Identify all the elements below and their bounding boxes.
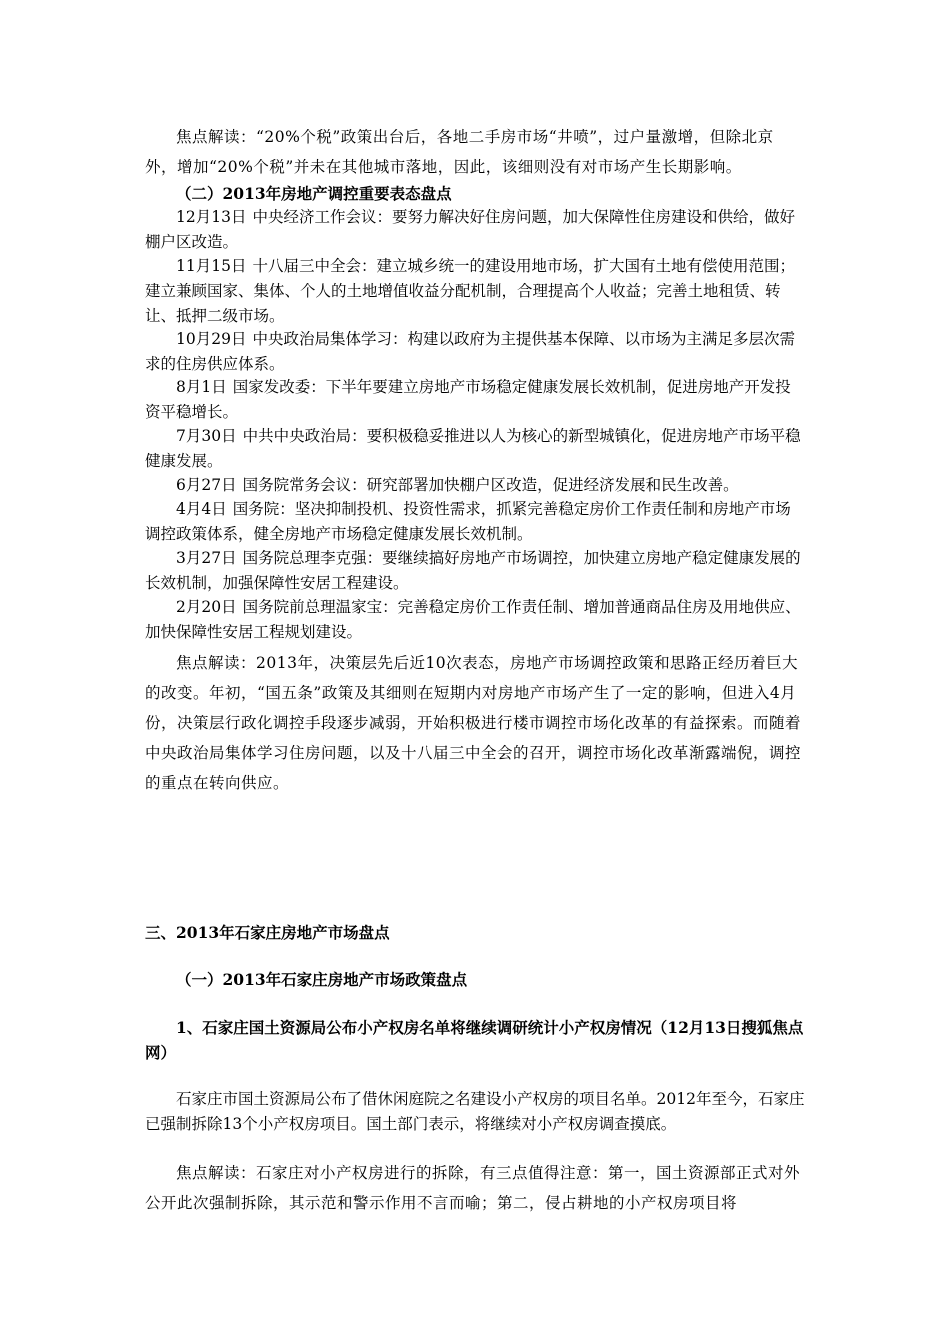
statement-item: [145, 375, 805, 425]
statement-text: 国务院常务会议：研究部署加快棚户区改造，促进经济发展和民生改善。: [242, 476, 739, 494]
statement-date: 10月29日: [176, 330, 247, 348]
part3-sub-heading: （一）2013年石家庄房地产市场政策盘点: [176, 970, 468, 989]
statement-text: 中央政治局集体学习：构建以政府为主提供基本保障、以市场为主满足多层次需求的住房供应体系。: [145, 330, 795, 373]
statement-date: 12月13日: [176, 208, 247, 226]
part3-heading: 三、2013年石家庄房地产市场盘点: [145, 923, 390, 942]
statement-date: 8月1日: [176, 378, 227, 396]
statement-date: 2月20日: [176, 598, 237, 616]
statement-text: 国家发改委：下半年要建立房地产市场稳定健康发展长效机制，促进房地产开发投资平稳增长。: [145, 378, 791, 421]
statement-item: [145, 424, 805, 474]
statement-date: 7月30日: [176, 427, 237, 445]
statement-text: 中共中央政治局：要积极稳妥推进以人为核心的新型城镇化，促进房地产市场平稳健康发展。: [145, 427, 801, 470]
statement-date: 11月15日: [176, 257, 247, 275]
statement-item: [145, 546, 805, 596]
statement-text: 十八届三中全会：建立城乡统一的建设用地市场，扩大国有土地有偿使用范围；建立兼顾国家、集体、个人的土地增值收益分配机制，合理提高个人收益；完善土地租赁、转让、抵押二级市场。: [145, 257, 795, 325]
statement-text: 中央经济工作会议：要努力解决好住房问题，加大保障性住房建设和供给，做好棚户区改造。: [145, 208, 795, 251]
statement-item: [145, 327, 805, 377]
statement-date: 3月27日: [176, 549, 237, 567]
statement-date: 6月27日: [176, 476, 237, 494]
statement-item: [145, 595, 805, 645]
statement-item: [145, 205, 805, 255]
item1-interpretation: 焦点解读：石家庄对小产权房进行的拆除，有三点值得注意：第一，国土资源部正式对外公开此次强制拆除，其示范和警示作用不言而喻；第二，侵占耕地的小产权房项目将: [145, 1164, 801, 1212]
statement-text: 国务院前总理温家宝：完善稳定房价工作责任制、增加普通商品住房及用地供应、加快保障性安居工程规划建设。: [145, 598, 801, 641]
statement-date: 4月4日: [176, 500, 227, 518]
item1-title: 1、石家庄国土资源局公布小产权房名单将继续调研统计小产权房情况（12月13日搜狐焦点网）: [145, 1018, 804, 1062]
statement-item: [145, 497, 805, 547]
statement-item: [145, 254, 805, 329]
statement-text: 国务院：坚决抑制投机、投资性需求，抓紧完善稳定房价工作责任制和房地产市场调控政策体系，健全房地产市场稳定健康发展长效机制。: [145, 500, 791, 543]
item1-body: 石家庄市国土资源局公布了借休闲庭院之名建设小产权房的项目名单。2012年至今，石家庄已强制拆除13个小产权房项目。国土部门表示，将继续对小产权房调查摸底。: [145, 1090, 805, 1133]
section2-interpretation: 焦点解读：2013年，决策层先后近10次表态，房地产市场调控政策和思路正经历着巨大的改变。年初，“国五条”政策及其细则在短期内对房地产市场产生了一定的影响，但进入4月份，决策层行政化调控手段逐步减弱，开始积极进行楼市调控市场化改革的有益探索。而随着中央政治局集体学习住房问题，以及十八届三中全会的召开，调控市场化改革渐露端倪，调控的重点在转向供应。: [145, 654, 802, 792]
section2-heading: （二）2013年房地产调控重要表态盘点: [176, 184, 452, 203]
statement-text: 国务院总理李克强：要继续搞好房地产市场调控，加快建立房地产稳定健康发展的长效机制，加强保障性安居工程建设。: [145, 549, 801, 592]
statement-item: [145, 473, 805, 498]
intro-interpretation: 焦点解读：“20%个税”政策出台后，各地二手房市场“井喷”，过户量激增，但除北京外，增加“20%个税”并未在其他城市落地，因此，该细则没有对市场产生长期影响。: [145, 128, 774, 176]
